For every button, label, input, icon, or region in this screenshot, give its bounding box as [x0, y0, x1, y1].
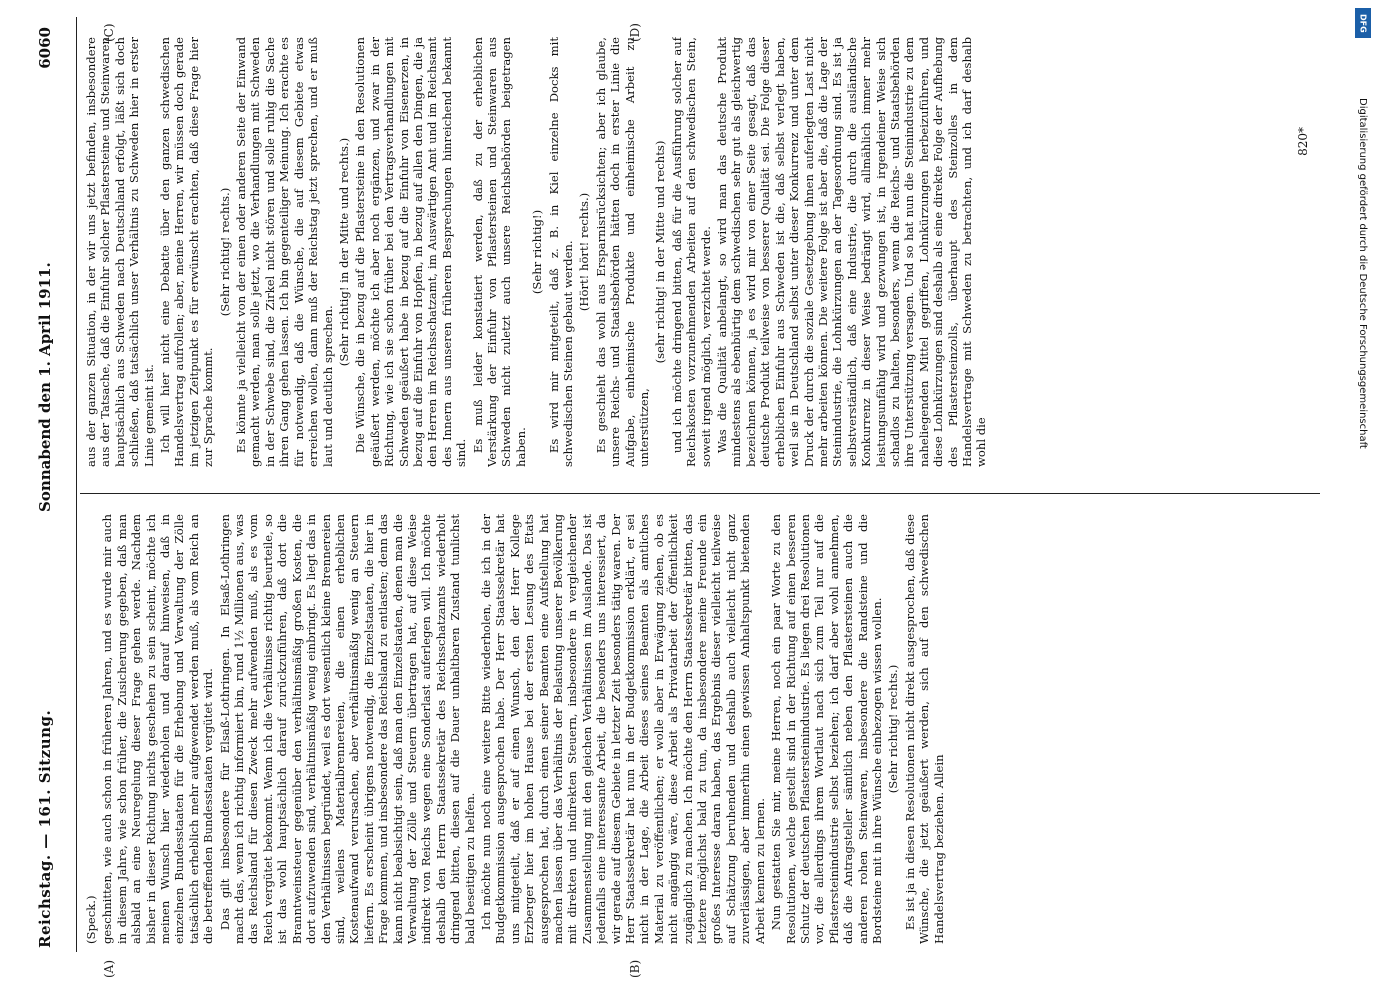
header-rule — [76, 17, 77, 952]
right-text-column — [84, 37, 1304, 467]
paragraph: Es könnte ja vielleicht von der einen oder anderen Seite der Einwand gemacht werden, man solle jetzt, wo die Verhandlungen mit Schweden in der Schwebe sind, die Zirkel nicht stören und solle ruhig die Sache ihren Gang gehen lassen. Ich bin gegenteiliger Meinung. Ich erachte es für notwendig, daß die Wünsche, die auf diesem Gebiete etwas erreichen wollen, dann muß der Reichstag jetzt sprechen, und er muß laut und deutlich sprechen. — [234, 37, 335, 467]
paragraph: (Hört! hört! rechts.) — [577, 192, 592, 312]
paragraph: (sehr richtig! in der Mitte und rechts) — [653, 140, 668, 364]
paragraph: Ich möchte nun noch eine weitere Bitte wiederholen, die ich in der Budgetkommission ausgesprochen habe. Der Herr Staatssekretär hat uns mitgeteilt, daß er auf einen Wunsch, den der Herr Kollege Erzberger hier im hohen Hause bei der ersten Lesung des Etats ausgesprochen hat, durch einen seiner Beamten eine Aufstellung hat machen lassen über das Verhältnis der Belastung unserer Bevölkerung mit direkten und indirekten Steuern, insbesondere in vergleichender Zusammenstellung mit den gleichen Verhältnissen im Auslande. Das ist jedenfalls eine interessante Arbeit, die besonders uns interessiert, da wir gerade auf diesem Gebiete in letzter Zeit besonders tätig waren. Der Herr Staatssekretär hat nun in der Budgetkommission erklärt, er sei nicht in der Lage, die Arbeit dieses seines Beamten als amtliches Material zu veröffentlichen; er wolle aber in Erwägung ziehen, ob es nicht angängig wäre, diese Arbeit als Privatarbeit der Öffentlichkeit zugänglich zu machen. Ich möchte den Herrn Staatssekretär bitten, das letztere möglichst bald zu tun, da insbesondere meine Freunde ein großes Interesse daran haben, das Ergebnis dieser vielleicht teilweise auf Schätzung beruhenden und deshalb auch vielleicht nicht ganz zuverlässigen, aber immerhin einen gewissen Anhaltspunkt bietenden Arbeit kennen zu lernen. — [478, 514, 767, 944]
paragraph: (Sehr richtig! rechts.) — [217, 187, 232, 317]
paragraph: Ich will hier nicht eine Debatte über den ganzen schwedischen Handelsvertrag aufrollen; aber, meine Herren, wir müssen doch gerade im jetzigen Zeitpunkt es für erwünscht erachten, daß diese Frage hier zur Sprache kommt. — [158, 37, 216, 467]
signature-mark: 820* — [1296, 127, 1310, 156]
credit-text: Digitalisierung gefördert durch die Deutsche Forschungsgemeinschaft — [1357, 98, 1368, 449]
page-header — [28, 17, 68, 982]
session-title: Reichstag. — 161. Sitzung. — [36, 709, 54, 948]
dfg-logo: DFG — [1355, 8, 1371, 38]
paragraph: (Speck.) — [84, 895, 98, 944]
paragraph: Es wird mir mitgeteilt, daß z. B. in Kiel einzelne Docks mit schwedischen Steinen gebaut werden. — [546, 37, 575, 467]
reichstag-protocol-page — [28, 17, 1328, 982]
paragraph: (Sehr richtig! in der Mitte und rechts.) — [336, 137, 351, 367]
paragraph: und ich möchte dringend bitten, daß für die Ausführung solcher auf Reichskosten vorzunehmenden Arbeiten auf den schwedischen Stein, soweit irgend möglich, verzichtet werde. — [669, 37, 713, 467]
paragraph: aus der ganzen Situation, in der wir uns jetzt befinden, insbesondere aus der Tatsache, daß die Einfuhr solcher Pflastersteine und Steinwaren hauptsächlich aus Schweden nach Deutschland erfolgt, läßt sich doch schließen, daß tatsächlich unser Verhältnis zu Schweden hier in erster Linie gemeint ist. — [84, 37, 156, 467]
paragraph: Was die Qualität anbelangt, so wird man das deutsche Produkt mindestens als ebenbürtig dem schwedischen sehr gut als gleichwertig bezeichnen können, ja es wird mir von einer Seite gesagt, daß das deutsche Produkt teilweise von besserer Qualität sei. Die Folge dieser erheblichen Einfuhr aus Schweden ist die, daß selbst verlegt haben, weil sie in Deutschland selbst unter dieser Konkurrenz und unter dem Druck der durch die soziale Gesetzgebung ihnen auferlegten Last nicht mehr arbeiten können. Die weitere Folge ist aber die, daß die Lage der Steinindustrie, die Lohnkürzungen an der Tagesordnung sind. Es ist ja selbstverständlich, daß eine Industrie, die durch die ausländische Konkurrenz in dieser Weise bedrängt wird, allmählich immer mehr leistungsunfähig wird und gezwungen ist, in irgendeiner Weise sich schadlos zu halten, besonders, wenn die Reichs- und Staatsbehörden ihre Unterstützung versagen. Und so hat nun die Steinindustrie zu dem naheliegenden Mittel gegriffen, Lohnkürzungen herbeizuführen, und diese Lohnkürzungen sind deshalb als eine direkte Folge der Aufhebung des Pflastersteinzolls, überhaupt des Steinzolles in dem Handelsvertrage mit Schweden zu betrachten, und ich darf deshalb wohl die — [715, 37, 989, 467]
margin-ref-d: (D) — [628, 23, 642, 42]
session-date: Sonnabend den 1. April 1911. — [36, 262, 54, 512]
paragraph: Es ist ja in diesen Resolutionen nicht direkt ausgesprochen, daß diese Wünsche, die jetzt geäußert werden, sich auf den schwedischen Handelsvertrag beziehen. Allein — [902, 514, 946, 944]
digitization-credit — [1355, 8, 1371, 998]
margin-ref-b: (B) — [628, 959, 642, 978]
paragraph: Die Wünsche, die in bezug auf die Pflastersteine in den Resolutionen geäußert werden, möchte ich aber noch ergänzen, und zwar in der Richtung, wie ich sie schon früher bei den Vertragsverhandlungen mit Schweden geäußert habe in bezug auf die Einfuhr von Eisenerzen, in bezug auf die Einfuhr von Hopfen, in bezug auf allen den Dingen, die ja den Herren im Reichsschatzamt, im Auswärtigen Amt und im Reichsamt des Innern aus unseren früheren Besprechungen hinreichend bekannt sind. — [353, 37, 469, 467]
paragraph: Es geschieht das wohl aus Ersparnisrücksichten; aber ich glaube, unsere Reichs- und Staatsbehörden hätten doch in erster Linie die Aufgabe, einheimische Produkte und einheimische Arbeit zu unterstützen, — [593, 37, 652, 467]
page-number: 6060 — [36, 27, 54, 69]
margin-ref-c: (C) — [102, 23, 116, 42]
paragraph: geschnitten, wie auch schon in früheren Jahren, und es wurde mir auch in diesem Jahre, wie schon früher, die Zusicherung gegeben, daß man alsbald an eine Neuregelung dieser Frage gehen werde. Nachdem bisher in dieser Richtung nichts geschehen zu sein scheint, möchte ich meinen Wunsch hier wiederholen und darauf hinweisen, daß in einzelnen Bundesstaaten für die Erhebung und Verwaltung der Zölle tatsächlich erheblich mehr aufgewendet werden muß, als vom Reich an die betreffenden Bundesstaaten vergütet wird. — [100, 514, 216, 944]
paragraph: Das gilt insbesondere für Elsaß-Lothringen. In Elsaß-Lothringen macht das, wenn ich richtig informiert bin, rund 1½ Millionen aus, was das Reichsland für diesen Zweck mehr aufwenden muß, als es vom Reich vergütet bekommt. Wenn ich die Verhältnisse richtig beurteile, so ist das wohl hauptsächlich darauf zurückzuführen, daß dort die Branntweinsteuer gegenüber den verhältnismäßig großen Kosten, die dort aufzuwenden sind, verhältnismäßig wenig einbringt. Es liegt das in den Verhältnissen begründet, weil es dort wesentlich kleine Brennereien sind, weilens Materialbrennereien, die einen erheblichen Kostenaufwand verursachen, aber verhältnismäßig wenig an Steuern liefern. Es erscheint übrigens notwendig, die Einzelstaaten, die hier in Frage kommen, und insbesondere das Reichsland zu entlasten; denn das kann nicht beabsichtigt sein, daß man den Einzelstaaten, denen man die Verwaltung der Zölle und Steuern übertragen hat, auf diese Weise indirekt von Reichs wegen eine Sonderlast auferlegen will. Ich möchte deshalb den Herrn Staatssekretär des Reichsschatzamts wiederholt dringend bitten, diesen auf die Dauer unhaltbaren Zustand tunlichst bald beseitigen zu helfen. — [217, 514, 477, 944]
paragraph: Es muß leider konstatiert werden, daß zu der erheblichen Verstärkung der Einfuhr von Pflastersteinen und Steinwaren aus Schweden nicht zuletzt auch unsere Reichsbehörden beigetragen haben. — [470, 37, 528, 467]
column-divider — [80, 493, 1320, 494]
left-text-column — [84, 514, 1304, 944]
paragraph: (Sehr richtig!) — [530, 209, 545, 295]
paragraph: Nun gestatten Sie mir, meine Herren, noch ein paar Worte zu den Resolutionen, welche gestellt sind in der Richtung auf einen besseren Schutz der deutschen Pflastersteinindustrie. Es liegen drei Resolutionen vor, die allerdings ihrem Wortlaut nach sich zum Teil nur auf die Pflastersteinindustrie selbst beziehen; ich darf aber wohl annehmen, daß die Antragsteller sämtlich neben den Pflastersteinen auch die anderen rohen Steinwaren, insbesondere die Randsteine und die Bordsteine mit in ihre Wünsche einbezogen wissen wollen. — [769, 514, 884, 944]
margin-ref-a: (A) — [102, 959, 116, 978]
paragraph: (Sehr richtig! rechts.) — [886, 664, 901, 794]
